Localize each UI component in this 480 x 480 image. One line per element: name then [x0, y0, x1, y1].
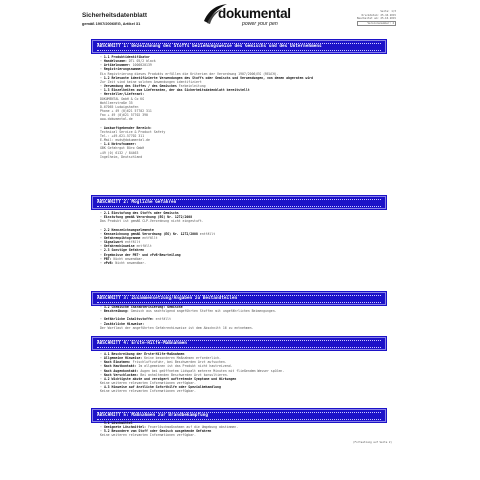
line-label: · 5.2 Besondere vom Stoff oder Gemisch ausgehende Gefahren	[100, 429, 212, 434]
line-text: DOKUMENTAL GmbH & Co KG	[100, 96, 145, 101]
line-text: Zur Zeit sind keine solchen Anwendungen identifiziert	[100, 79, 202, 84]
line-text: entfällt	[124, 240, 141, 245]
line-text: Keine weiteren relevanten Informationen verfügbar.	[100, 389, 196, 394]
line-text: www.dokumental.de	[100, 117, 133, 122]
line-label: · Gefährliche Inhaltsstoffe:	[100, 317, 156, 322]
line-text: Das Produkt ist gemäß CLP-Verordnung nicht eingestuft.	[100, 219, 204, 224]
line-label: · 1.3 Einzelheiten zum Lieferanten, der das Sicherheitsdatenblatt bereitstellt	[100, 88, 250, 93]
line-label: · Artikelnummer:	[100, 63, 133, 68]
section-header-text: ABSCHNITT 4: Erste-Hilfe-Maßnahmen	[97, 340, 381, 348]
line-text: 1000020139	[132, 63, 152, 68]
section-line	[100, 261, 380, 265]
line-text: Fax + 49 (0)621 57702 390	[100, 113, 148, 118]
line-text: Phone + 49 (0)621 57702 311	[100, 109, 152, 114]
line-label: · Hersteller/Lieferant:	[100, 92, 145, 97]
line-text: Technical Service & Product Safety	[100, 129, 166, 134]
meta-edit-date: Bearbeitet am: 25.10.2015	[356, 17, 396, 21]
document-subtitle: gemäß 1907/2006/EG, Artikel 31	[82, 21, 141, 26]
section-header-text: ABSCHNITT 1: Bezeichnung des Stoffs beziehungsweise des Gemischs und des Unternehmens	[97, 43, 381, 51]
meta-page: Seite: 1/3	[380, 10, 396, 13]
line-label: · 2.2 Kennzeichnungselemente	[100, 227, 154, 232]
line-text: E-Mail: msds@dokumental.de	[100, 138, 150, 143]
section-header	[92, 196, 386, 209]
meta-version: Versionsnummer: 2	[357, 21, 396, 27]
line-text: Farbeinleitung	[178, 84, 206, 89]
line-text: Nicht anwendbar.	[115, 260, 147, 265]
line-text: Feuerlöschmaßnahmen auf die Umgebung abstimmen.	[147, 425, 239, 430]
line-text: Keine weiteren relevanten Informationen verfügbar.	[100, 381, 196, 386]
line-label: · Ergebnisse der PBT- und vPvB-Beurteilung	[100, 252, 181, 257]
line-text: Frischluftzufuhr, bei Beschwerden Arzt aufsuchen.	[132, 360, 227, 365]
line-label: · 1.2 Relevante identifizierte Verwendungen des Stoffs oder Gemischs und Verwendungen, von denen abgeraten wird	[100, 75, 314, 80]
brand-logo	[202, 3, 310, 31]
line-text: Keine besonderen Maßnahmen erforderlich.	[144, 356, 221, 361]
line-label: · 1.1 Produktidentifikator	[100, 55, 150, 59]
section-header	[92, 292, 386, 305]
section-line	[100, 389, 380, 393]
line-label: · Nach Verschlucken:	[100, 372, 141, 377]
section-body	[100, 55, 380, 159]
line-label: · 4.1 Beschreibung der Erste-Hilfe-Maßnahmen	[100, 352, 185, 356]
line-label: · 3.2 Chemische Charakterisierung: Gemische	[100, 305, 183, 309]
line-text: Keine weiteren relevanten Informationen verfügbar.	[100, 433, 196, 438]
section-body	[100, 305, 380, 330]
logo-tagline: power your pen	[242, 21, 278, 27]
section-header	[92, 40, 386, 53]
section-header-text: ABSCHNITT 5: Maßnahmen zur Brandbekämpfung	[97, 412, 381, 420]
line-label: · vPvB:	[100, 260, 116, 265]
line-text: Gemisch aus nachfolgend angeführten Stoffen mit ungefährlichen Beimengungen.	[130, 309, 277, 314]
line-label: · Handelsname:	[100, 59, 129, 64]
line-label: · 2.3 Sonstige Gefahren	[100, 248, 145, 253]
line-label: · Signalwort	[100, 240, 125, 245]
line-label: · 1.4 Notrufnummer:	[100, 142, 137, 147]
document-page	[80, 0, 398, 480]
line-label: · Kennzeichnung gemäß Verordnung (EG) Nr. 1272/2008	[100, 231, 200, 236]
line-text: Bei anhaltenden Beschwerden Arzt konsultieren.	[140, 372, 229, 377]
section-header	[92, 337, 386, 350]
line-text: entfällt	[199, 231, 216, 236]
section-header-text: ABSCHNITT 2: Mögliche Gefahren	[97, 199, 381, 207]
line-text: D-67065 Ludwigshafen	[100, 104, 139, 109]
line-text: Ein Registrierung dieses Produkts erfüllen die Kriterien der Verordnung 1907/2006/EG (REACH).	[100, 71, 279, 76]
line-label: · Nach Hautkontakt:	[100, 364, 139, 369]
section-line	[100, 155, 380, 159]
section-body	[100, 211, 380, 265]
line-label: · Registrierungsnummer	[100, 67, 143, 72]
line-text: entfällt	[155, 317, 172, 322]
line-label: · 2.1 Einstufung des Stoffs oder Gemischs	[100, 211, 179, 215]
line-text: Nicht anwendbar.	[113, 256, 145, 261]
line-label: · 4.3 Hinweise auf ärztliche Soforthilfe oder Spezialbehandlung	[100, 385, 221, 390]
line-label: · Beschreibung:	[100, 309, 131, 314]
section-body	[100, 352, 380, 394]
continuation-note: (Fortsetzung auf Seite 2)	[352, 441, 392, 444]
line-text: GBK Gefahrgut Büro GmbH	[100, 146, 145, 151]
line-label: · Nach Augenkontakt:	[100, 368, 141, 373]
line-label: · PBT:	[100, 256, 114, 261]
line-text: DTL 05/2 black	[128, 59, 156, 64]
line-text: entfällt	[136, 244, 152, 249]
line-label: · Geeignete Löschmittel:	[100, 425, 148, 430]
line-label: · Gefahrenhinweise	[100, 244, 137, 249]
logo-wordmark: dokumental	[218, 6, 291, 21]
document-title: Sicherheitsdatenblatt	[82, 12, 147, 19]
line-label: · 5.1 Löschmittel	[100, 421, 133, 425]
section-body	[100, 421, 380, 438]
line-text: Im allgemeinen ist das Produkt nicht hautreizend.	[138, 364, 233, 369]
section-line	[100, 326, 380, 330]
line-text: Ingelheim, Deutschland	[100, 154, 143, 159]
line-text: entfällt	[142, 235, 158, 240]
page-header	[80, 0, 398, 36]
line-text: +49 (0) 6132 / 84463	[100, 150, 139, 155]
line-text: Tel.: +49-621-57702 311	[100, 133, 145, 138]
line-label: · Gefahrenpiktogramme	[100, 235, 143, 240]
section-line	[100, 433, 380, 437]
line-label: · Nach Einatmen:	[100, 360, 133, 365]
line-text: Wohlleerstraße 35	[100, 100, 133, 105]
line-label: · Verwendung des Stoffes / des Gemisches	[100, 84, 179, 89]
section-header-text: ABSCHNITT 3: Zusammensetzung/Angaben zu Bestandteilen	[97, 295, 381, 303]
document-meta	[357, 10, 396, 26]
line-label: · 4.2 Wichtigste akute und verzögert auftretende Symptome und Wirkungen	[100, 376, 237, 381]
line-text: Augen bei geöffnetem Lidspalt mehrere Minuten mit fließendem Wasser spülen.	[140, 368, 285, 373]
line-label: · Zusätzliche Hinweise:	[100, 321, 145, 326]
line-label: · Auskunftgebender Bereich:	[100, 125, 152, 130]
line-label: · Einstufung gemäß Verordnung (EG) Nr. 1272/2008	[100, 215, 193, 220]
line-label: · Allgemeine Hinweise:	[100, 356, 145, 361]
line-text: Der Wortlaut der angeführten Gefahrenhinweise ist dem Abschnitt 16 zu entnehmen.	[100, 325, 254, 330]
meta-print-date: Druckdatum: 25.10.2015	[361, 13, 396, 17]
